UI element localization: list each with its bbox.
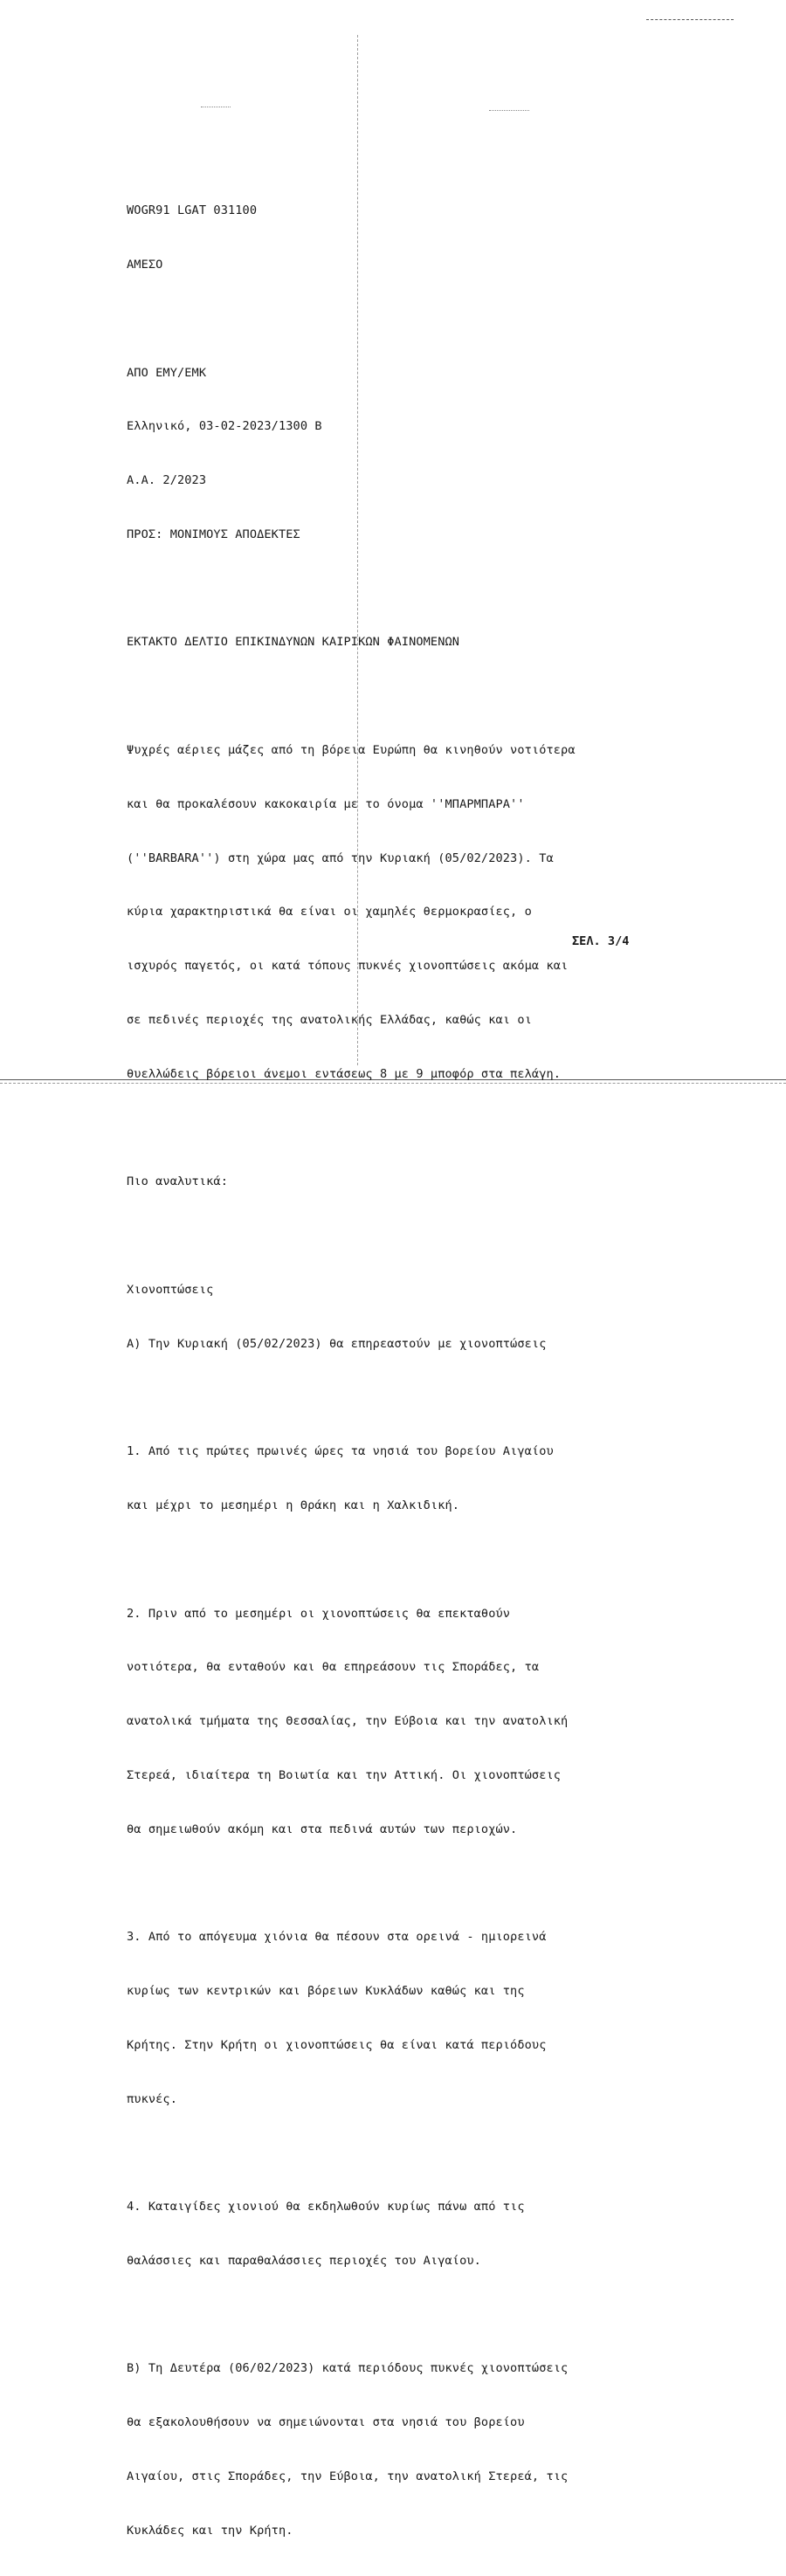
text-line (127, 2144, 668, 2162)
text-line: σε πεδινές περιοχές της ανατολικής Ελλάδας, καθώς και οι (127, 1012, 532, 1027)
text-line: νοτιότερα, θα ενταθούν και θα επηρεάσουν τις Σποράδες, τα (127, 1660, 540, 1675)
text-line: και μέχρι το μεσημέρι η Θράκη και η Χαλκιδική. (127, 1498, 460, 1512)
text-line (127, 1388, 668, 1407)
text-line: θαλάσσιες και παραθαλάσσιες περιοχές του Αιγαίου. (127, 2253, 481, 2268)
scan-edge-top (646, 19, 734, 20)
text-line: κυρίως των κεντρικών και βόρειων Κυκλάδων καθώς και της (127, 1983, 525, 1998)
text-line: WOGR91 LGAT 031100 (127, 203, 258, 218)
text-line: Ψυχρές αέριες μάζες από τη βόρεια Ευρώπη θα κινηθούν νοτιότερα (127, 743, 576, 757)
text-line (127, 1227, 668, 1245)
text-line: 3. Από το απόγευμα χιόνια θα πέσουν στα ορεινά - ημιορεινά (127, 1930, 547, 1945)
text-line: Κρήτης. Στην Κρήτη οι χιονοπτώσεις θα είναι κατά περιόδους (127, 2037, 547, 2052)
text-line: θα σημειωθούν ακόμη και στα πεδινά αυτών των περιοχών. (127, 1822, 518, 1836)
scan-speck (489, 110, 529, 111)
text-line: θα εξακολουθήσουν να σημειώνονται στα νησιά του βορείου (127, 2415, 525, 2430)
text-line: Στερεά, ιδιαίτερα τη Βοιωτία και την Αττική. Οι χιονοπτώσεις (127, 1767, 562, 1782)
text-line: 4. Καταιγίδες χιονιού θα εκδηλωθούν κυρίως πάνω από τις (127, 2200, 525, 2214)
text-line (127, 687, 668, 706)
text-line: ΠΡΟΣ: ΜΟΝΙΜΟΥΣ ΑΠΟΔΕΚΤΕΣ (127, 527, 300, 541)
text-line: θυελλώδεις βόρειοι άνεμοι εντάσεως 8 με 9 μποφόρ στα πελάγη. (127, 1066, 562, 1081)
text-line (127, 580, 668, 598)
text-line: πυκνές. (127, 2091, 177, 2106)
bulletin-title: ΕΚΤΑΚΤΟ ΔΕΛΤΙΟ ΕΠΙΚΙΝΔΥΝΩΝ ΚΑΙΡΙΚΩΝ ΦΑΙΝΟΜΕΝΩΝ (127, 635, 460, 650)
text-line: (''BARBARA'') στη χώρα μας από την Κυριακή (05/02/2023). Τα (127, 851, 554, 865)
text-line (127, 310, 668, 328)
text-line (127, 1874, 668, 1892)
text-line: ανατολικά τμήματα της Θεσσαλίας, την Εύβοια και την ανατολική (127, 1714, 569, 1729)
text-line: Α) Την Κυριακή (05/02/2023) θα επηρεαστούν με χιονοπτώσεις (127, 1336, 547, 1351)
text-line: ισχυρός παγετός, οι κατά τόπους πυκνές χιονοπτώσεις ακόμα και (127, 959, 569, 974)
section-heading: Χιονοπτώσεις (127, 1282, 214, 1297)
text-line: Β) Τη Δευτέρα (06/02/2023) κατά περιόδους πυκνές χιονοπτώσεις (127, 2361, 569, 2376)
text-line: 1. Από τις πρώτες πρωινές ώρες τα νησιά του βορείου Αιγαίου (127, 1444, 554, 1459)
page-number: ΣΕΛ. 3/4 (572, 934, 630, 948)
text-line: Πιο αναλυτικά: (127, 1174, 228, 1189)
text-line: Κυκλάδες και την Κρήτη. (127, 2523, 293, 2538)
text-line (127, 1551, 668, 1569)
text-line (127, 2306, 668, 2325)
text-line: Αιγαίου, στις Σποράδες, την Εύβοια, την ανατολική Στερεά, τις (127, 2469, 569, 2483)
text-line: ΑΠΟ ΕΜΥ/ΕΜΚ (127, 365, 207, 380)
text-line: 2. Πριν από το μεσημέρι οι χιονοπτώσεις θα επεκταθούν (127, 1606, 511, 1621)
text-line: Ελληνικό, 03-02-2023/1300 Β (127, 419, 322, 434)
text-line: και θα προκαλέσουν κακοκαιρία με το όνομα ''ΜΠΑΡΜΠΑΡΑ'' (127, 796, 525, 811)
text-line: ΑΜΕΣΟ (127, 257, 163, 272)
text-line: Α.Α. 2/2023 (127, 473, 207, 488)
text-line (127, 1119, 668, 1137)
text-line: κύρια χαρακτηριστικά θα είναι οι χαμηλές θερμοκρασίες, ο (127, 905, 532, 920)
bulletin-text (127, 166, 668, 2576)
